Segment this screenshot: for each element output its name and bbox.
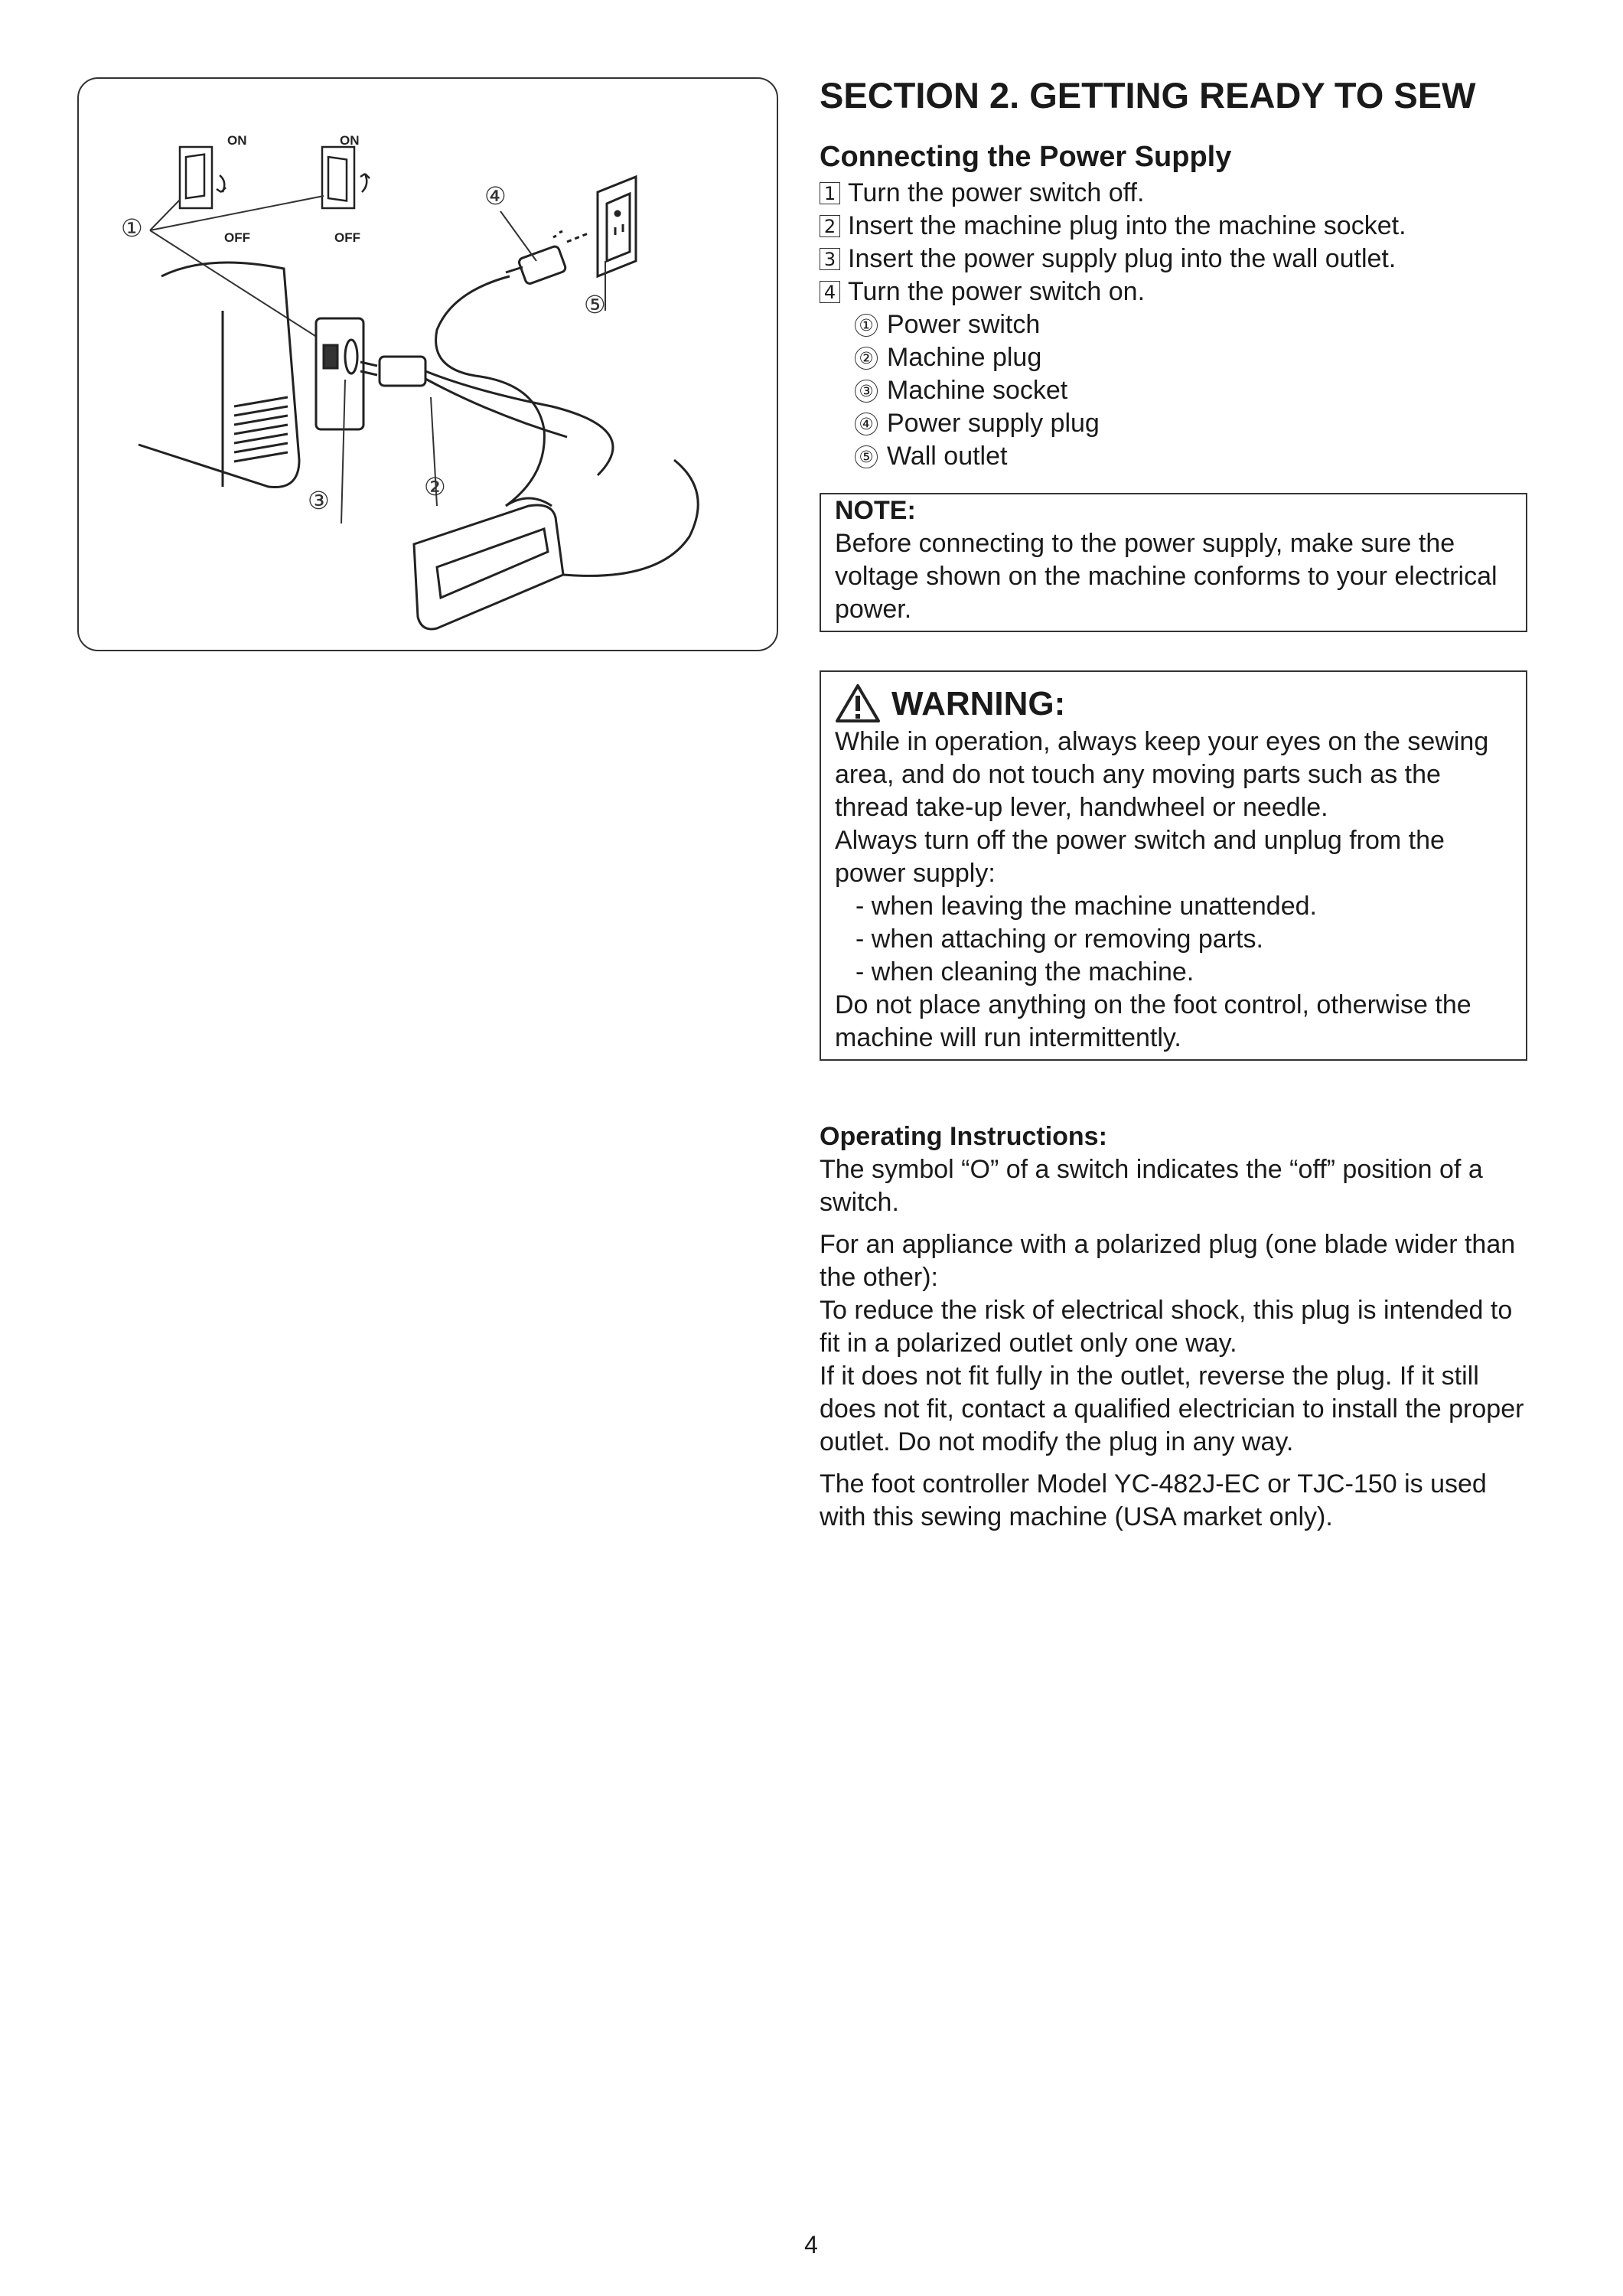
part-item — [855, 440, 1527, 473]
operating-title: Operating Instructions: — [820, 1122, 1107, 1151]
part-number: ② — [855, 347, 878, 370]
callout-5-wall-outlet: ⑤ — [584, 290, 606, 319]
step-number: 2 — [820, 215, 840, 237]
operating-instructions — [820, 1120, 1527, 1534]
part-text: Power switch — [887, 310, 1041, 339]
part-item — [855, 407, 1527, 440]
warning-item: - when attaching or removing parts. — [855, 925, 1263, 954]
step-number: 1 — [820, 182, 840, 204]
switch-off-label-2: OFF — [334, 230, 360, 245]
step-item — [820, 210, 1527, 243]
part-number: ④ — [855, 413, 878, 435]
note-box — [820, 493, 1527, 632]
warning-intro: While in operation, always keep your eyes on the sewing area, and do not touch any moving parts such as the thread take-up lever, handwheel or needle. — [835, 727, 1489, 822]
warning-list — [835, 890, 1514, 989]
section-title: SECTION 2. GETTING READY TO SEW — [820, 75, 1476, 116]
callout-1-power-switch: ① — [121, 214, 143, 243]
step-text: Turn the power switch on. — [848, 277, 1146, 306]
step-number: 3 — [820, 248, 840, 270]
operating-p2b: To reduce the risk of electrical shock, this plug is intended to fit in a polarized outlet only one way. — [820, 1296, 1513, 1358]
warning-item: - when cleaning the machine. — [855, 957, 1194, 987]
switch-off-label: OFF — [224, 230, 250, 245]
note-title: NOTE: — [835, 496, 916, 525]
warning-unplug: Always turn off the power switch and unplug from the power supply: — [835, 826, 1445, 888]
note-text: Before connecting to the power supply, make sure the voltage shown on the machine conforms to your electrical power. — [835, 529, 1498, 624]
content-column — [820, 73, 1527, 1543]
part-item — [855, 374, 1527, 407]
operating-p1: The symbol “O” of a switch indicates the “off” position of a switch. — [820, 1155, 1483, 1217]
switch-on-label-2: ON — [340, 133, 360, 148]
warning-box — [820, 670, 1527, 1061]
step-text: Insert the power supply plug into the wall outlet. — [848, 244, 1396, 273]
step-text: Insert the machine plug into the machine socket. — [848, 211, 1406, 240]
step-item — [820, 243, 1527, 276]
warning-header — [835, 681, 1514, 726]
step-number: 4 — [820, 281, 840, 303]
steps-list — [820, 177, 1527, 308]
part-number: ⑤ — [855, 445, 878, 468]
part-text: Power supply plug — [887, 409, 1100, 438]
part-item — [855, 308, 1527, 341]
parts-list — [820, 308, 1527, 473]
warning-foot: Do not place anything on the foot control, otherwise the machine will run intermittently. — [835, 990, 1471, 1052]
warning-triangle-icon — [835, 683, 881, 723]
operating-p2a: For an appliance with a polarized plug (one blade wider than the other): — [820, 1230, 1516, 1292]
callout-4-power-supply-plug: ④ — [484, 181, 507, 210]
step-item — [820, 276, 1527, 308]
part-item — [855, 341, 1527, 374]
power-connection-diagram — [77, 77, 778, 651]
page-number: 4 — [804, 2231, 818, 2258]
switch-on-label: ON — [227, 133, 247, 148]
operating-p2c: If it does not fit fully in the outlet, reverse the plug. If it still does not fit, contact a qualified electrician to install the proper outlet. Do not modify the plug in any way. — [820, 1362, 1524, 1456]
part-number: ③ — [855, 380, 878, 403]
power-supply-illustration — [77, 77, 778, 651]
subsection-title: Connecting the Power Supply — [820, 141, 1232, 173]
part-text: Machine socket — [887, 376, 1068, 405]
part-text: Wall outlet — [887, 442, 1008, 471]
step-text: Turn the power switch off. — [848, 178, 1145, 207]
callout-3-machine-socket: ③ — [308, 486, 330, 515]
part-text: Machine plug — [887, 343, 1042, 372]
warning-title: WARNING: — [891, 684, 1066, 722]
callout-2-machine-plug: ② — [424, 472, 446, 501]
part-number: ① — [855, 314, 878, 337]
step-item — [820, 177, 1527, 210]
warning-item: - when leaving the machine unattended. — [855, 892, 1317, 921]
operating-p3: The foot controller Model YC-482J-EC or TJC-150 is used with this sewing machine (USA market only). — [820, 1469, 1487, 1531]
